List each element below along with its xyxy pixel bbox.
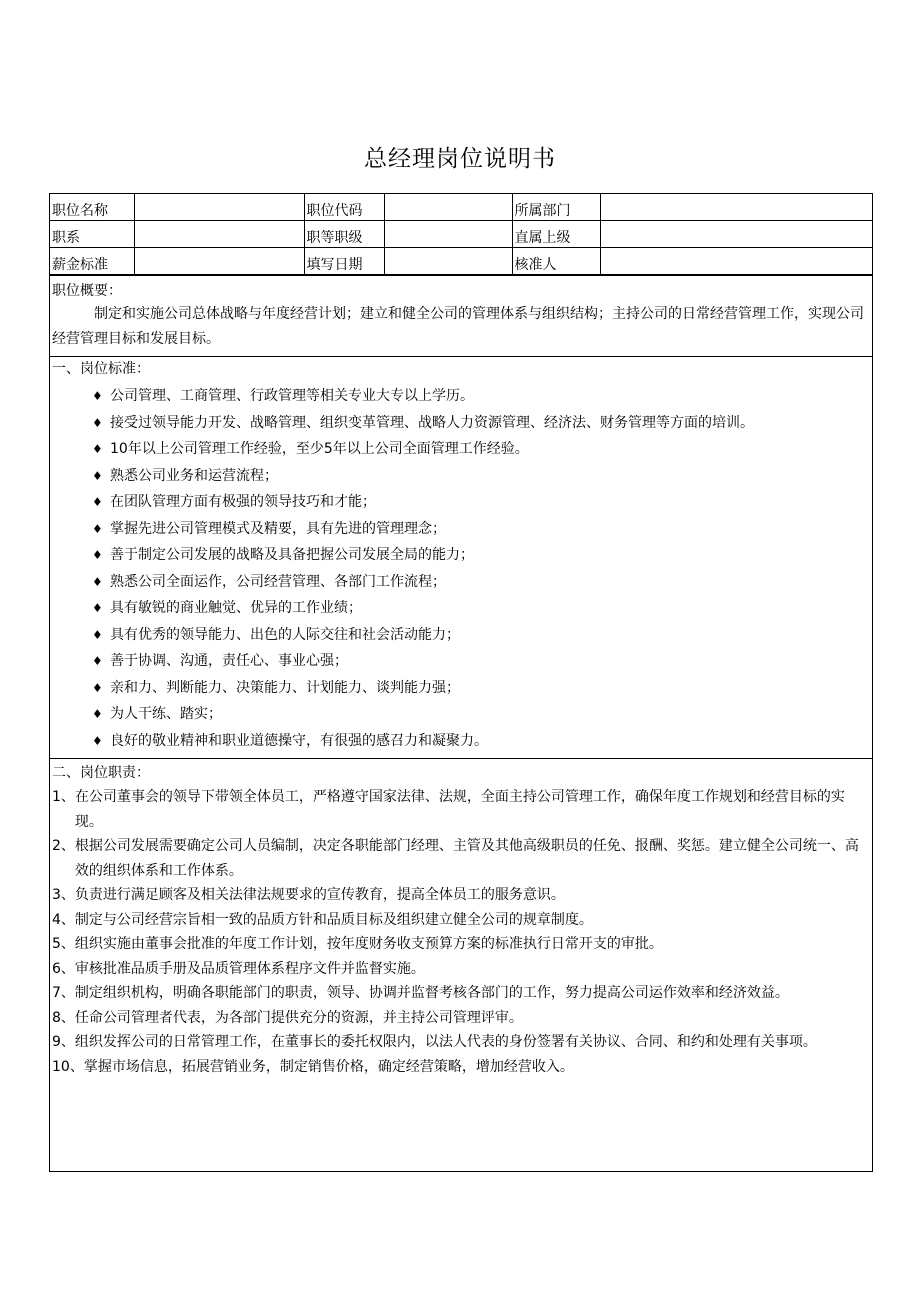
list-item-text: 善于协调、沟通，责任心、事业心强； <box>110 653 348 669</box>
info-row <box>50 194 872 221</box>
info-label: 职位代码 <box>304 194 384 221</box>
info-value[interactable] <box>384 221 512 248</box>
duty-number: 1、 <box>52 789 75 805</box>
diamond-bullet-icon: ♦ <box>92 574 103 589</box>
duty-item <box>52 785 870 834</box>
diamond-bullet-icon: ♦ <box>92 680 103 695</box>
duty-item <box>52 932 870 957</box>
duty-text: 制定与公司经营宗旨相一致的品质方针和品质目标及组织建立健全公司的规章制度。 <box>74 911 593 928</box>
info-value[interactable] <box>384 194 512 221</box>
duty-number: 5、 <box>52 936 75 952</box>
duty-number: 6、 <box>52 960 75 977</box>
list-item-text: 为人干练、踏实； <box>110 706 222 722</box>
diamond-bullet-icon: ♦ <box>92 389 103 403</box>
list-item-text: 接受过领导能力开发、战略管理、组织变革管理、战略人力资源管理、经济法、财务管理等方面的培训。 <box>110 414 754 431</box>
list-item <box>92 675 870 702</box>
list-item <box>92 701 870 728</box>
info-value[interactable] <box>134 248 304 275</box>
duty-item <box>52 1006 870 1031</box>
duty-number: 7、 <box>52 985 75 1001</box>
list-item <box>92 410 870 437</box>
list-item-text: 掌握先进公司管理模式及精要，具有先进的管理理念； <box>110 520 446 537</box>
diamond-bullet-icon: ♦ <box>92 654 103 668</box>
page-title: 总经理岗位说明书 <box>364 146 556 172</box>
info-value[interactable] <box>134 194 304 221</box>
info-table <box>50 194 872 275</box>
standards-section <box>50 356 872 758</box>
list-item <box>92 489 870 516</box>
diamond-bullet-icon: ♦ <box>92 495 103 509</box>
diamond-bullet-icon: ♦ <box>92 521 103 536</box>
duty-item <box>52 981 870 1006</box>
info-row <box>50 248 872 275</box>
info-row <box>50 221 872 248</box>
diamond-bullet-icon: ♦ <box>92 707 103 721</box>
diamond-bullet-icon: ♦ <box>92 468 103 483</box>
job-description-form <box>49 193 873 1172</box>
info-label: 职位名称 <box>50 194 134 221</box>
duty-number: 9、 <box>52 1034 75 1050</box>
diamond-bullet-icon: ♦ <box>92 601 103 615</box>
info-label: 核准人 <box>512 248 600 275</box>
duty-number: 10、 <box>52 1058 84 1075</box>
overview-heading: 职位概要： <box>52 283 122 299</box>
duty-item <box>52 1030 870 1055</box>
duty-number: 8、 <box>52 1009 75 1026</box>
info-value[interactable] <box>384 248 512 275</box>
info-value[interactable] <box>600 248 872 275</box>
standards-heading: 一、岗位标准： <box>52 361 150 377</box>
duty-text: 任命公司管理者代表，为各部门提供充分的资源，并主持公司管理评审。 <box>74 1009 523 1026</box>
diamond-bullet-icon: ♦ <box>92 415 103 430</box>
info-label: 职等职级 <box>304 221 384 248</box>
diamond-bullet-icon: ♦ <box>92 733 103 748</box>
list-item <box>92 436 870 463</box>
info-value[interactable] <box>600 221 872 248</box>
duty-text: 在公司董事会的领导下带领全体员工，严格遵守国家法律、法规，全面主持公司管理工作，确保年度工作规划和经营目标的实现。 <box>74 789 845 830</box>
duty-text: 组织发挥公司的日常管理工作，在董事长的委托权限内，以法人代表的身份签署有关协议、合同、和约和处理有关事项。 <box>74 1034 817 1050</box>
duty-text: 掌握市场信息，拓展营销业务，制定销售价格，确定经营策略，增加经营收入。 <box>83 1058 574 1075</box>
list-item-text: 公司管理、工商管理、行政管理等相关专业大专以上学历。 <box>110 388 474 404</box>
info-label: 直属上级 <box>512 221 600 248</box>
info-label: 填写日期 <box>304 248 384 275</box>
duty-number: 3、 <box>52 887 75 903</box>
list-item-text: 熟悉公司业务和运营流程； <box>110 467 278 484</box>
duty-text: 根据公司发展需要确定公司人员编制，决定各职能部门经理、主管及其他高级职员的任免、报酬、奖惩。建立健全公司统一、高效的组织体系和工作体系。 <box>74 838 859 879</box>
list-item <box>92 648 870 675</box>
list-item <box>92 542 870 569</box>
standards-list <box>52 383 870 754</box>
list-item-text: 熟悉公司全面运作，公司经营管理、各部门工作流程； <box>110 573 446 590</box>
info-value[interactable] <box>134 221 304 248</box>
duty-item <box>52 1055 870 1080</box>
diamond-bullet-icon: ♦ <box>92 627 103 642</box>
overview-section <box>50 275 872 356</box>
list-item <box>92 383 870 410</box>
info-value[interactable] <box>600 194 872 221</box>
info-label: 职系 <box>50 221 134 248</box>
list-item-text: 善于制定公司发展的战略及具备把握公司发展全局的能力； <box>110 547 474 563</box>
duty-text: 组织实施由董事会批准的年度工作计划，按年度财务收支预算方案的标准执行日常开支的审批。 <box>74 936 663 952</box>
duty-item <box>52 883 870 908</box>
duties-heading: 二、岗位职责： <box>52 765 150 781</box>
info-label: 所属部门 <box>512 194 600 221</box>
list-item-text: 良好的敬业精神和职业道德操守，有很强的感召力和凝聚力。 <box>110 732 488 749</box>
list-item <box>92 728 870 755</box>
list-item <box>92 463 870 490</box>
duty-item <box>52 957 870 982</box>
list-item <box>92 595 870 622</box>
diamond-bullet-icon: ♦ <box>92 548 103 562</box>
list-item <box>92 516 870 543</box>
list-item-text: 在团队管理方面有极强的领导技巧和才能； <box>110 494 376 510</box>
list-item-text: 具有敏锐的商业触觉、优异的工作业绩； <box>110 600 362 616</box>
duty-item <box>52 908 870 933</box>
duty-number: 2、 <box>52 838 75 854</box>
list-item-text: 具有优秀的领导能力、出色的人际交往和社会活动能力； <box>110 626 460 643</box>
diamond-bullet-icon: ♦ <box>92 442 103 456</box>
overview-text: 制定和实施公司总体战略与年度经营计划；建立和健全公司的管理体系与组织结构；主持公司的日常经营管理工作，实现公司经营管理目标和发展目标。 <box>52 306 864 347</box>
duty-item <box>52 834 870 883</box>
duty-text: 审核批准品质手册及品质管理体系程序文件并监督实施。 <box>74 960 425 977</box>
duties-section <box>50 758 872 1083</box>
list-item-text: 亲和力、判断能力、决策能力、计划能力、谈判能力强； <box>110 679 460 696</box>
duty-text: 负责进行满足顾客及相关法律法规要求的宣传教育，提高全体员工的服务意识。 <box>74 887 565 903</box>
info-label: 薪金标准 <box>50 248 134 275</box>
duties-list <box>52 785 870 1079</box>
list-item <box>92 622 870 649</box>
duty-number: 4、 <box>52 911 75 928</box>
list-item <box>92 569 870 596</box>
duty-text: 制定组织机构，明确各职能部门的职责，领导、协调并监督考核各部门的工作，努力提高公司运作效率和经济效益。 <box>74 985 789 1001</box>
list-item-text: 10年以上公司管理工作经验，至少5年以上公司全面管理工作经验。 <box>110 441 529 457</box>
